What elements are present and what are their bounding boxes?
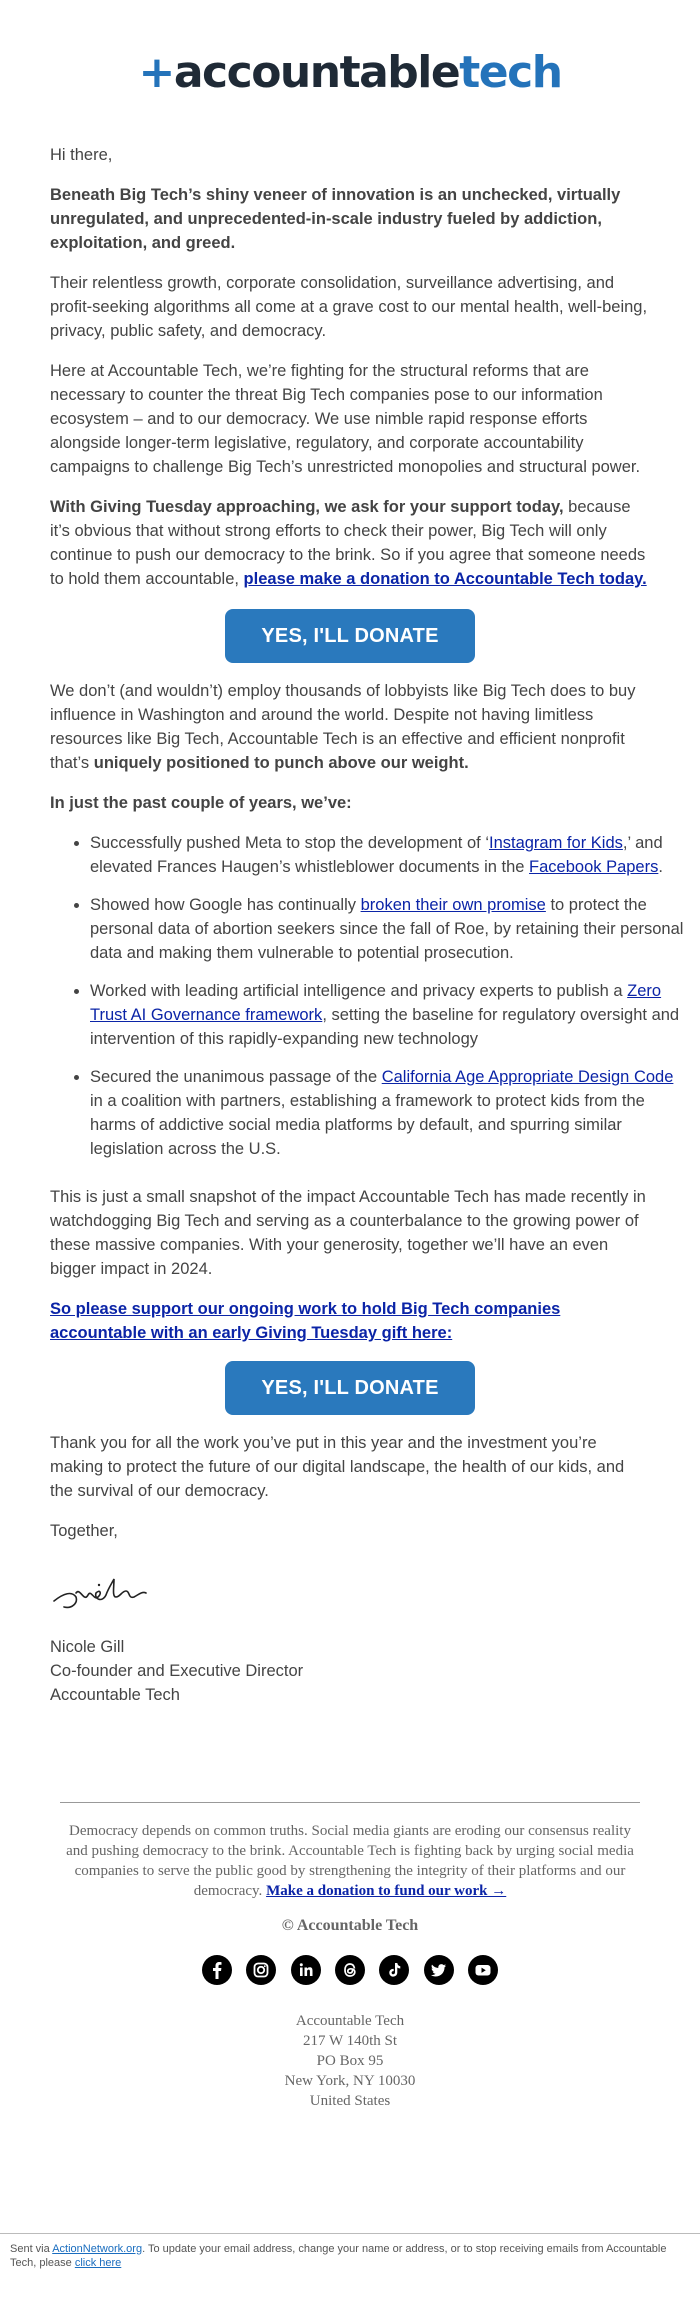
bottom-divider: [0, 2233, 700, 2234]
list-item: [90, 893, 690, 965]
address-line: Accountable Tech: [295, 2013, 405, 2029]
zero-trust-ai-link[interactable]: Zero Trust AI Governance framework: [90, 982, 662, 1024]
signer-name: Nicole Gill: [50, 1638, 125, 1656]
instagram-icon[interactable]: [246, 1955, 276, 1985]
list-item-text: .: [658, 858, 663, 876]
facebook-papers-link[interactable]: Facebook Papers: [529, 858, 659, 876]
tiktok-icon[interactable]: [379, 1955, 409, 1985]
footer-donate-link[interactable]: Make a donation to fund our work →: [266, 1883, 507, 1899]
address-line: 217 W 140th St: [302, 2033, 398, 2049]
lobbyists-text: We don’t (and wouldn’t) employ thousands of lobbyists like Big Tech does to buy influence in Washington and around the world. Despite not having limitless resources like Big Tech, Accountable Tech is an effective and efficient nonprofit that’s: [50, 682, 636, 772]
thank-you-paragraph: Thank you for all the work you’ve put in this year and the investment you’re making to protect the future of our digital landscape, the health of our kids, and the survival of our democracy.: [50, 1434, 625, 1500]
threads-icon[interactable]: [335, 1955, 365, 1985]
donation-link[interactable]: please make a donation to Accountable Tech today.: [243, 570, 647, 588]
social-icons: [0, 1955, 700, 1985]
footer-blurb-text: Democracy depends on common truths. Social media giants are eroding our consensus reality and pushing democracy to the brink. Accountable Tech is fighting back by urging social media companies to serve the public good by strengthening the integrity of their platforms and our democracy.: [66, 1823, 634, 1899]
copyright: © Accountable Tech: [281, 1917, 419, 1934]
broken-promise-link[interactable]: broken their own promise: [360, 896, 546, 914]
list-item-text: Worked with leading artificial intelligence and privacy experts to publish a: [90, 982, 628, 1000]
address-line: PO Box 95: [316, 2053, 384, 2069]
achievements-list: [50, 831, 690, 1175]
giving-tuesday-paragraph: [50, 495, 650, 591]
donate-button-2[interactable]: YES, I'LL DONATE: [225, 1361, 475, 1415]
notice-text: . To update your email address, change your name or address, or to stop receiving emails from Accountable Tech, please: [10, 2243, 667, 2269]
impact-paragraph: This is just a small snapshot of the impact Accountable Tech has made recently in watchdogging Big Tech and serving as a counterbalance to the growing power of these massive companies. With your generosity, together we’ll have an even bigger impact in 2024.: [50, 1188, 646, 1278]
logo-name-blue: tech: [459, 47, 562, 98]
signer-org: Accountable Tech: [50, 1686, 180, 1704]
list-item-text: ,’ and elevated Frances Haugen’s whistleblower documents in the: [90, 834, 663, 876]
address-line: United States: [309, 2093, 391, 2109]
list-item-text: in a coalition with partners, establishing a framework to protect kids from the harms of addictive social media platforms by default, and spurring similar legislation across the U.S.: [90, 1092, 645, 1158]
footer-divider: [60, 1802, 640, 1803]
cta-paragraph: [50, 1297, 650, 1345]
instagram-for-kids-link[interactable]: Instagram for Kids: [488, 834, 623, 852]
linkedin-icon[interactable]: [291, 1955, 321, 1985]
giving-tuesday-gift-link[interactable]: So please support our ongoing work to hold Big Tech companies accountable with an early Giving Tuesday gift here:: [50, 1300, 561, 1342]
signer-title: Co-founder and Executive Director: [50, 1662, 304, 1680]
actionnetwork-link[interactable]: ActionNetwork.org: [52, 2243, 143, 2255]
intro-paragraph: Beneath Big Tech’s shiny veneer of innovation is an unchecked, virtually unregulated, and unprecedented-in-scale industry fueled by addiction, exploitation, and greed.: [50, 186, 621, 252]
list-item-text: , setting the baseline for regulatory oversight and intervention of this rapidly-expanding new technology: [90, 1006, 680, 1048]
unsubscribe-link[interactable]: click here: [74, 2257, 122, 2269]
giving-tuesday-text: because it’s obvious that without strong efforts to check their power, Big Tech will only continue to push our democracy to the brink. So if you agree that someone needs to hold them accountable,: [50, 498, 646, 588]
list-item-text: Successfully pushed Meta to stop the development of ‘: [90, 834, 489, 852]
california-aadc-link[interactable]: California Age Appropriate Design Code: [381, 1068, 674, 1086]
footer-blurb: [60, 1821, 640, 1901]
list-item-text: Secured the unanimous passage of the: [90, 1068, 382, 1086]
lobbyists-bold: uniquely positioned to punch above our weight.: [93, 754, 469, 772]
donate-button-1[interactable]: YES, I'LL DONATE: [225, 609, 475, 663]
lobbyists-paragraph: [50, 679, 650, 775]
logo-name-dark: accountable: [173, 47, 460, 98]
unsubscribe-notice: [10, 2242, 680, 2270]
notice-text: Sent via: [10, 2243, 53, 2255]
giving-tuesday-bold: With Giving Tuesday approaching, we ask for your support today,: [50, 498, 564, 516]
address-line: New York, NY 10030: [284, 2073, 416, 2089]
youtube-icon[interactable]: [468, 1955, 498, 1985]
list-item: [90, 1065, 690, 1161]
facebook-icon[interactable]: [202, 1955, 232, 1985]
list-item-text: Showed how Google has continually: [90, 896, 361, 914]
accountable-tech-logo[interactable]: [0, 48, 700, 98]
greeting: Hi there,: [50, 146, 113, 164]
closing: Together,: [50, 1522, 118, 1540]
mission-paragraph: Here at Accountable Tech, we’re fighting for the structural reforms that are necessary to counter the threat Big Tech companies pose to our information ecosystem – and to our democracy. We use nimble rapid response efforts alongside longer-term legislative, regulatory, and corporate accountability campaigns to challenge Big Tech’s unrestricted monopolies and structural power.: [50, 362, 641, 476]
list-item-text: to protect the personal data of abortion seekers since the fall of Roe, by retaining their personal data and making them vulnerable to potential prosecution.: [90, 896, 684, 962]
list-item: [90, 979, 690, 1051]
growth-paragraph: Their relentless growth, corporate consolidation, surveillance advertising, and profit-seeking algorithms all come at a grave cost to our mental health, well-being, privacy, public safety, and democracy.: [50, 274, 648, 340]
signature-image: [50, 1563, 160, 1615]
logo-plus: +: [138, 47, 174, 98]
twitter-icon[interactable]: [424, 1955, 454, 1985]
past-years-heading: In just the past couple of years, we’ve:: [50, 794, 352, 812]
list-item: [90, 831, 690, 879]
mailing-address: [60, 2011, 640, 2111]
